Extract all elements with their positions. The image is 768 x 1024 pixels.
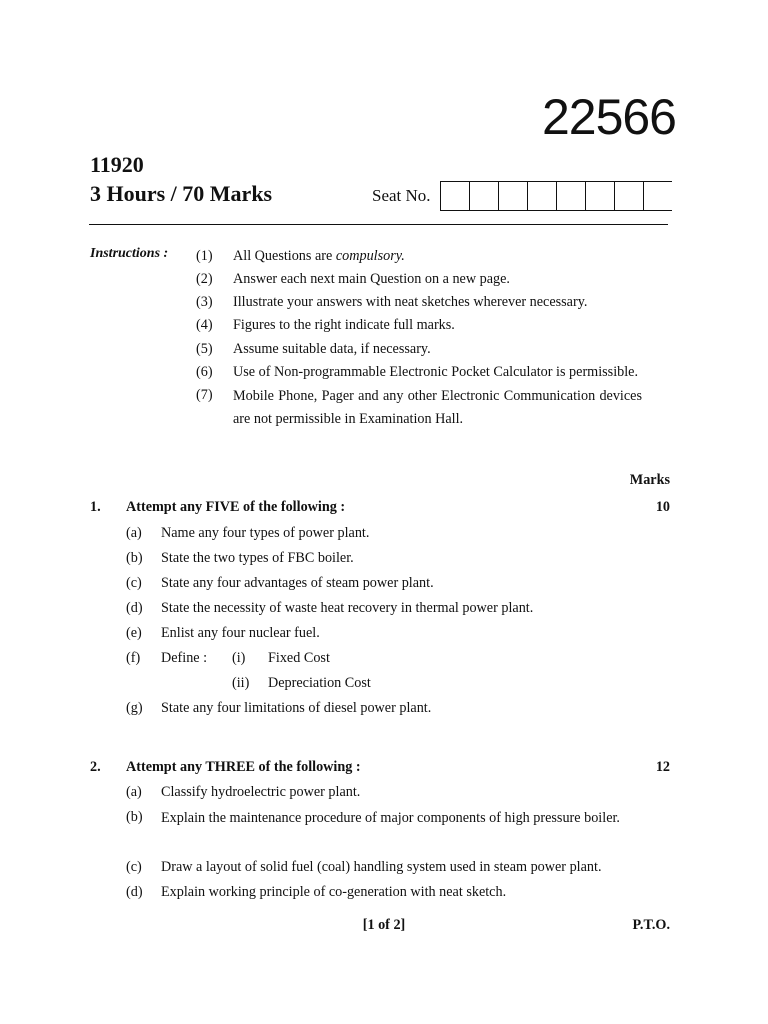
sub-question-text: Name any four types of power plant. <box>161 525 370 541</box>
sub-question-text: Define : <box>161 650 208 666</box>
seat-digit-box[interactable] <box>586 181 615 211</box>
instruction-text: All Questions are compulsory. <box>233 248 405 264</box>
seat-digit-box[interactable] <box>615 181 644 211</box>
sub-question-label: (c) <box>126 859 142 875</box>
seat-digit-box[interactable] <box>557 181 586 211</box>
definition-term: Depreciation Cost <box>268 675 371 691</box>
subject-code: 22566 <box>541 89 676 145</box>
sub-question-label: (b) <box>126 809 143 825</box>
pto-label: P.T.O. <box>632 917 670 933</box>
marks-column-heading: Marks <box>629 472 670 488</box>
sub-question-label: (f) <box>126 650 141 666</box>
question-title: Attempt any THREE of the following : <box>126 759 361 775</box>
question-number: 1. <box>90 499 101 515</box>
instruction-number: (1) <box>196 248 213 264</box>
sub-question-label: (a) <box>126 784 142 800</box>
instruction-text: Use of Non-programmable Electronic Pocket Calculator is permissible. <box>233 364 639 380</box>
definition-label: (i) <box>232 650 246 666</box>
sub-question-text: State the two types of FBC boiler. <box>161 550 354 566</box>
definition-label: (ii) <box>232 675 250 691</box>
instruction-text: Illustrate your answers with neat sketches wherever necessary. <box>233 294 588 310</box>
seat-digit-box[interactable] <box>528 181 557 211</box>
page-indicator: [1 of 2] <box>362 917 406 933</box>
sub-question-text: Enlist any four nuclear fuel. <box>161 625 320 641</box>
sub-question-text: State the necessity of waste heat recovery in thermal power plant. <box>161 600 534 616</box>
seat-digit-box[interactable] <box>499 181 528 211</box>
seat-number-label: Seat No. <box>372 186 431 205</box>
sub-question-label: (g) <box>126 700 143 716</box>
instruction-text: Figures to the right indicate full marks. <box>233 317 455 333</box>
sub-question-label: (d) <box>126 600 143 616</box>
sub-question-text: Classify hydroelectric power plant. <box>161 784 361 800</box>
sub-question-text: Explain working principle of co-generation with neat sketch. <box>161 884 507 900</box>
question-marks: 12 <box>655 759 670 775</box>
instruction-emphasis: compulsory. <box>335 248 405 264</box>
sub-question-text: State any four advantages of steam power plant. <box>161 575 434 591</box>
seat-number-boxes[interactable] <box>440 181 672 211</box>
instruction-text: Answer each next main Question on a new page. <box>233 271 510 287</box>
definition-term: Fixed Cost <box>268 650 330 666</box>
seat-digit-box[interactable] <box>441 181 470 211</box>
sub-question-text: Draw a layout of solid fuel (coal) handling system used in steam power plant. <box>161 859 602 875</box>
instruction-number: (2) <box>196 271 213 287</box>
question-number: 2. <box>90 759 101 775</box>
sub-question-text: Explain the maintenance procedure of major components of high pressure boiler. <box>161 810 620 826</box>
sub-question-label: (b) <box>126 550 143 566</box>
duration-marks: 3 Hours / 70 Marks <box>90 181 273 206</box>
sub-question-label: (a) <box>126 525 142 541</box>
instruction-number: (6) <box>196 364 213 380</box>
instructions-label: Instructions : <box>90 246 169 261</box>
question-title: Attempt any FIVE of the following : <box>126 499 346 515</box>
instruction-number: (5) <box>196 341 213 357</box>
sub-question-label: (d) <box>126 884 143 900</box>
question-marks: 10 <box>655 499 670 515</box>
instruction-number: (4) <box>196 317 213 333</box>
seat-digit-box[interactable] <box>644 181 672 211</box>
header-divider <box>89 224 668 225</box>
sub-question-text: State any four limitations of diesel power plant. <box>161 700 432 716</box>
instruction-text: Mobile Phone, Pager and any other Electronic Communication devices are not permissible in Examination Hall. <box>233 388 642 427</box>
sub-question-label: (c) <box>126 575 142 591</box>
paper-number: 11920 <box>90 152 144 177</box>
instruction-number: (7) <box>196 387 213 403</box>
instruction-number: (3) <box>196 294 213 310</box>
seat-digit-box[interactable] <box>470 181 499 211</box>
sub-question-label: (e) <box>126 625 142 641</box>
instruction-text: Assume suitable data, if necessary. <box>233 341 431 357</box>
